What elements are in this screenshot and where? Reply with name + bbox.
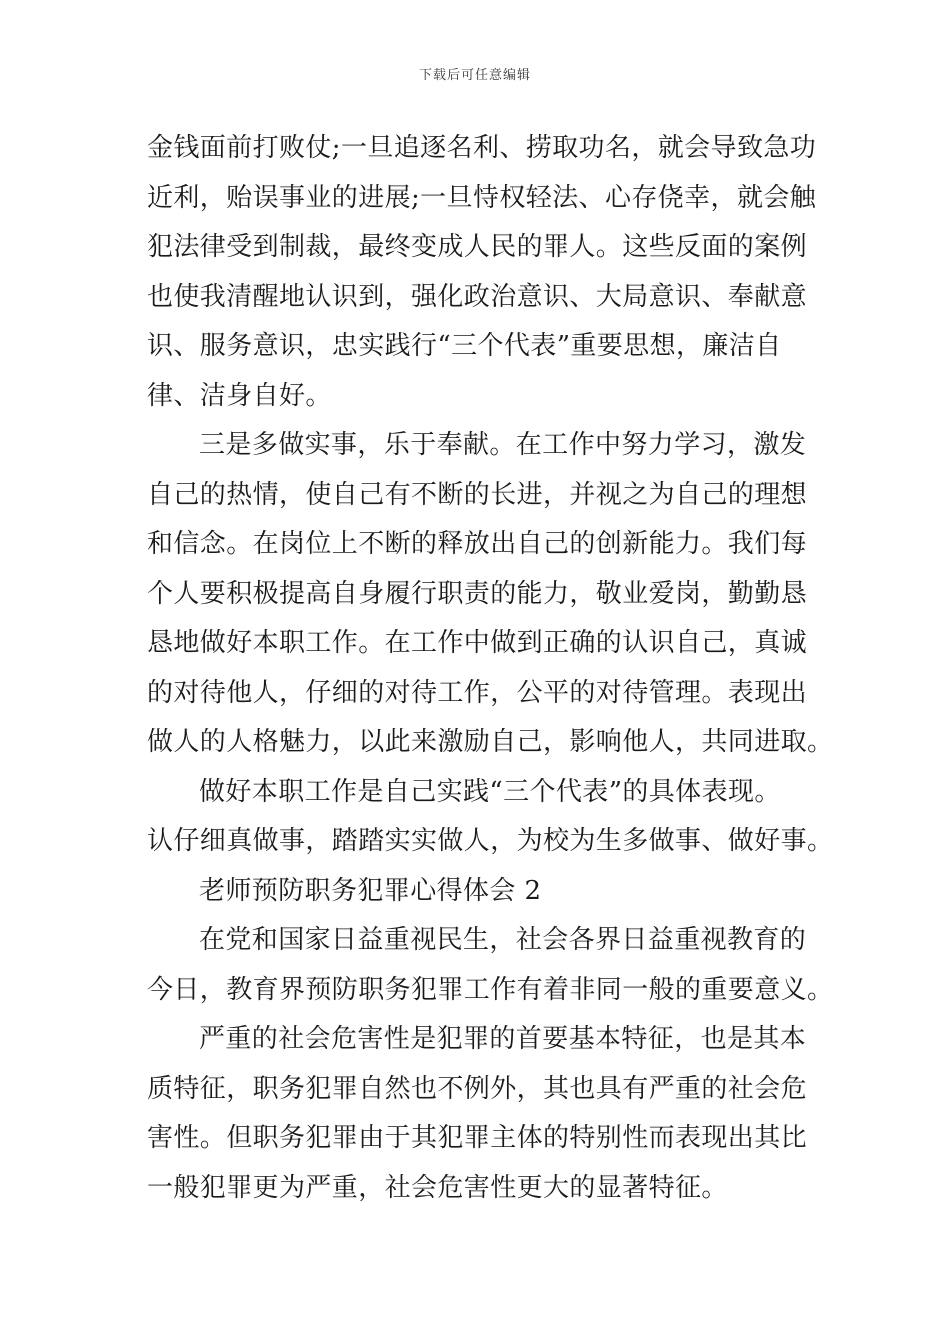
text-line: 认仔细真做事，踏踏实实做人，为校为生多做事、做好事。 bbox=[147, 826, 834, 856]
section-heading: 老师预防职务犯罪心得体会 2 bbox=[199, 875, 542, 906]
text-line: 识、服务意识，忠实践行“三个代表”重要思想，廉洁自 bbox=[147, 331, 782, 361]
text-line: 近利，贻误事业的进展;一旦恃权轻法、心存侥幸，就会触 bbox=[147, 182, 817, 213]
text-line: 律、洁身自好。 bbox=[147, 380, 332, 411]
text-line: 做人的人格魅力，以此来激励自己，影响他人，共同进取。 bbox=[147, 727, 834, 757]
text-line: 金钱面前打败仗;一旦追逐名利、捞取功名，就会导致急功 bbox=[147, 133, 817, 163]
paragraph-first-line: 三是多做实事，乐于奉献。在工作中努力学习，激发 bbox=[199, 430, 807, 460]
text-line: 质特征，职务犯罪自然也不例外，其也具有严重的社会危 bbox=[147, 1073, 808, 1104]
text-line: 也使我清醒地认识到，强化政治意识、大局意识、奉献意 bbox=[147, 281, 808, 312]
text-line: 一般犯罪更为严重，社会危害性更大的显著特征。 bbox=[147, 1172, 728, 1203]
text-line: 害性。但职务犯罪由于其犯罪主体的特别性而表现出其比 bbox=[147, 1123, 808, 1153]
text-line: 的对待他人，仔细的对待工作，公平的对待管理。表现出 bbox=[147, 677, 808, 708]
text-line: 个人要积极提高自身履行职责的能力，敬业爱岗，勤勤恳 bbox=[147, 578, 808, 609]
paragraph-first-line: 做好本职工作是自己实践“三个代表”的具体表现。 bbox=[199, 776, 781, 807]
text-line: 自己的热情，使自己有不断的长进，并视之为自己的理想 bbox=[147, 479, 808, 510]
text-line: 和信念。在岗位上不断的释放出自己的创新能力。我们每 bbox=[147, 529, 808, 559]
paragraph-first-line: 严重的社会危害性是犯罪的首要基本特征，也是其本 bbox=[199, 1024, 807, 1054]
text-line: 犯法律受到制裁，最终变成人民的罪人。这些反面的案例 bbox=[147, 232, 808, 262]
document-body bbox=[147, 124, 834, 1213]
text-line: 恳地做好本职工作。在工作中做到正确的认识自己，真诚 bbox=[147, 628, 808, 658]
paragraph-first-line: 在党和国家日益重视民生，社会各界日益重视教育的 bbox=[199, 925, 807, 955]
text-line: 今日，教育界预防职务犯罪工作有着非同一般的重要意义。 bbox=[147, 974, 834, 1005]
page-header: 下载后可任意编辑 bbox=[418, 68, 531, 83]
